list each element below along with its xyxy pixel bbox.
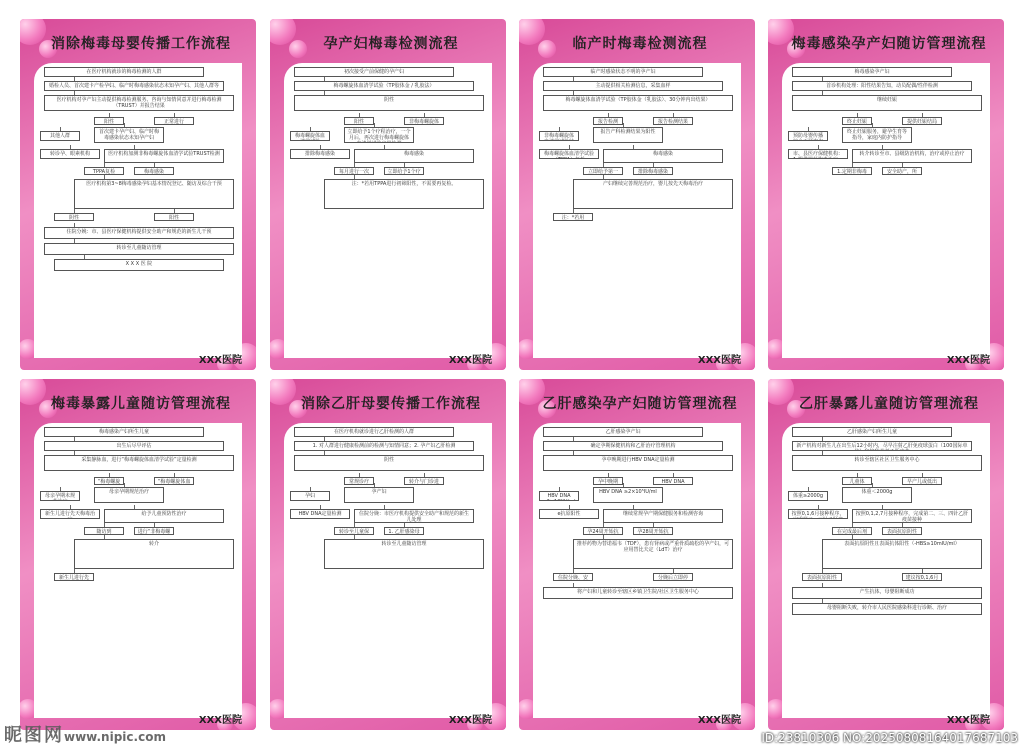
hospital-footer: XXX医院 xyxy=(946,355,990,366)
flow-box: 表面抗原阳性 xyxy=(802,573,842,581)
hospital-footer: XXX医院 xyxy=(448,355,492,366)
flow-box: 1. 对人群进行健康检测前的检测与知情同意；2. 孕产妇乙肝检测 xyxy=(294,441,474,451)
flow-box: 转介与门诊进 xyxy=(404,477,444,485)
flow-box: 住院分娩：市医疗机构提供安全助产和规范的新生儿处理 xyxy=(354,509,474,523)
flow-box: 梅毒螺旋体血 xyxy=(290,131,330,141)
flow-box: 报告检测结果 xyxy=(653,117,693,125)
hospital-footer: XXX医院 xyxy=(697,355,741,366)
hospital-footer: XXX医院 xyxy=(946,715,990,726)
flow-box: 梅毒螺旋体血清学试验 xyxy=(539,149,599,159)
flow-box: 孕中晚期 xyxy=(593,477,623,485)
flow-box: 在医疗机构就诊进行乙肝检测的人群 xyxy=(294,427,454,437)
flow-box: 阴性 xyxy=(294,455,484,471)
flow-box: 梅毒感染产妇所生儿童 xyxy=(44,427,204,437)
poster-8 xyxy=(768,379,1004,730)
flow-box: 立即给予1个疗 xyxy=(384,167,424,175)
flow-box: TPPA复检 xyxy=(84,167,124,175)
flow-box: 排除梅毒感染 xyxy=(633,167,673,175)
poster-title: 孕产妇梅毒检测流程 xyxy=(323,36,459,52)
flow-box: 预防母婴传播 xyxy=(788,131,828,141)
flow-box: 按照0,1,2,7月接种程序，完成第二、三、四针乙肝疫苗接种 xyxy=(852,509,972,523)
flow-box: 转诊至辖区社区卫生服务中心 xyxy=(792,455,982,471)
flow-box: X X X 医 院 xyxy=(54,259,224,271)
poster-1 xyxy=(20,19,256,370)
flow-box: 转诊至儿童随访管理 xyxy=(324,539,484,569)
flow-box: 转诊至儿童随访管理 xyxy=(44,243,234,255)
flow-box: 婚检人员、首次建卡产检孕妇、临产时梅毒感染状态未知孕产妇、其他人群等 xyxy=(44,81,224,91)
flow-box: 孕妇 xyxy=(290,491,330,501)
poster-title: 梅毒暴露儿童随访管理流程 xyxy=(51,396,231,412)
hospital-footer: XXX医院 xyxy=(448,715,492,726)
flow-box: 在完成最后剂 xyxy=(832,527,872,535)
flowchart-panel xyxy=(782,63,990,358)
watermark-id: ID:23810306 NO:20250808164017687103 xyxy=(761,731,1018,745)
poster-title: 临产时梅毒检测流程 xyxy=(572,36,708,52)
flow-box: 孕28周开始抗 xyxy=(633,527,673,535)
poster-5 xyxy=(20,379,256,730)
flow-box: 首次建卡孕产妇、临产时梅毒感染状态未知孕产妇 xyxy=(94,127,164,143)
flow-box: 非梅毒螺旋体 xyxy=(539,131,579,141)
flow-box: 将产妇和儿童转诊至辖区乡镇卫生院/社区卫生服务中心 xyxy=(543,587,733,599)
flow-box: 梅毒感染 xyxy=(354,149,474,163)
flow-box: HBV DNA xyxy=(653,477,693,485)
hospital-footer: XXX医院 xyxy=(198,715,242,726)
flow-box: 常规诊疗 xyxy=(344,477,374,485)
flow-box: 按照0,1,6月接种程序， xyxy=(788,509,848,519)
flow-box: 提供妊娠结局 xyxy=(902,117,942,125)
flow-box: 继续常规孕产期保健服务和检测咨询 xyxy=(603,509,723,523)
flow-box: 注：*若用 xyxy=(553,213,593,221)
flowchart-panel xyxy=(34,63,242,358)
flow-box: 早产儿或低出 xyxy=(902,477,942,485)
poster-3 xyxy=(519,19,755,370)
flow-box: 初次接受产前保健的孕产妇 xyxy=(294,67,454,77)
flow-box: 母亲孕期规范治疗 xyxy=(94,487,164,503)
flowchart-panel xyxy=(533,423,741,718)
flow-box: “梅毒螺旋体血 xyxy=(154,477,194,485)
flow-box: 确定孕期保健机构和乙肝治疗管理机构 xyxy=(543,441,723,451)
flow-box: 终止妊娠服务，避孕生育等指导，家庭内防护指导 xyxy=(842,127,912,143)
flow-box: 立即给予第一 xyxy=(583,167,623,175)
flow-box: 分娩后立即停 xyxy=(653,573,693,581)
flow-box: 安全助产，所 xyxy=(882,167,922,175)
flow-box: 转介转诊至市、县级防治机构，治疗或停止治疗 xyxy=(852,149,972,163)
flow-box: 每月进行一次 xyxy=(334,167,374,175)
flow-box: 转诊至儿童保 xyxy=(334,527,374,535)
watermark-logo: 昵图网www.nipic.com xyxy=(4,725,166,746)
flow-box: 建议按0,1,6月 xyxy=(902,573,942,581)
flow-box: 阴性 xyxy=(54,213,94,221)
flow-box: 孕24周开始抗 xyxy=(583,527,623,535)
flow-box: 在医疗机构就诊的梅毒检测的人群 xyxy=(44,67,204,77)
poster-title: 乙肝感染孕产妇随访管理流程 xyxy=(542,396,738,412)
poster-title: 梅毒感染孕产妇随访管理流程 xyxy=(791,36,987,52)
flow-box: 转介 xyxy=(74,539,234,569)
flow-box: 其他人群 xyxy=(40,131,80,141)
flow-box: 梅毒螺旋体血清学试验（TP胶体金 / 乳胶法） xyxy=(294,81,474,91)
poster-4 xyxy=(768,19,1004,370)
flow-box: 乙肝感染产妇所生儿童 xyxy=(792,427,952,437)
flow-box: 梅毒感染孕产妇 xyxy=(792,67,952,77)
flow-box: 主动提供相关检测信息，采集血样 xyxy=(543,81,723,91)
flow-box: 推荐药物为替诺福韦（TDF），患有肾病或严重骨质疏松的孕产妇，可应用替比夫定（LdT）治疗 xyxy=(573,539,733,569)
flow-box: 1. 乙肝感染母 xyxy=(384,527,424,535)
flow-box: 孕中晚期进行HBV DNA定量检测 xyxy=(543,455,733,471)
flow-box: 阳性 xyxy=(154,213,194,221)
flowchart-panel xyxy=(782,423,990,718)
flow-box: 报告产科检测结果为阳性 xyxy=(593,127,663,143)
flow-box: 新生儿进行先天梅毒治 xyxy=(40,509,100,519)
flow-box: 报告检测 xyxy=(593,117,623,125)
flow-box: 医疗机构加测非梅毒螺旋体血清学试验TRUST检测 xyxy=(104,149,224,163)
flow-box: 体重＜2000g xyxy=(842,487,912,503)
flow-box: 注：*若用TPPA进行初筛阳性，不需要再复检。 xyxy=(324,179,484,209)
flow-box: 表面抗原阴性且表面抗体阳性（-HBS≥10mIU/ml） xyxy=(822,539,982,569)
flow-box: 产妇继续完善规范治疗，婴儿按先天梅毒治疗 xyxy=(573,179,733,209)
flowchart-panel xyxy=(34,423,242,718)
flow-box: 终止妊娠 xyxy=(842,117,872,125)
flow-box: e抗原阳性 xyxy=(539,509,599,519)
flow-box: 阴性 xyxy=(294,95,484,111)
flowchart-panel xyxy=(533,63,741,358)
flow-box: 1.定期非梅毒 xyxy=(832,167,872,175)
flow-box: 出生后尽早评估 xyxy=(44,441,224,451)
flow-box: 乙肝感染孕产妇 xyxy=(543,427,703,437)
flow-box: HBV DNA xyxy=(539,491,579,501)
hospital-footer: XXX医院 xyxy=(697,715,741,726)
flow-box: 首诊机构处理：阳性结果告知，动员配偶/性伴检测 xyxy=(792,81,972,91)
poster-2 xyxy=(270,19,506,370)
flow-box: 临产时感染状态不明的孕产妇 xyxy=(543,67,703,77)
flow-box: 母亲孕期未规 xyxy=(40,491,80,501)
poster-7 xyxy=(519,379,755,730)
flow-box: 表面抗原阴性 xyxy=(882,527,922,535)
flow-box: HBV DNA ≥2×10⁵IU/ml xyxy=(593,487,663,503)
flowchart-panel xyxy=(284,63,492,358)
flow-box: 阳性 xyxy=(344,117,374,125)
flow-box: 进行“非梅毒螺 xyxy=(134,527,174,535)
poster-title: 乙肝暴露儿童随访管理流程 xyxy=(799,396,979,412)
flow-box: 采集静脉血，进行“梅毒螺旋体血清学试验”定量检测 xyxy=(44,455,234,471)
flow-box: 孕产妇 xyxy=(344,487,414,503)
flow-box: 梅毒螺旋体血清学试验（TP胶体金（乳胶法）、30分钟内出结果） xyxy=(543,95,733,111)
flow-box: 随访到 xyxy=(84,527,124,535)
flow-box: 新产机构对新生儿在出生后12小时内，尽早注射乙肝免疫球蛋白（100国际单 xyxy=(792,441,972,451)
flow-box: 立即给予1个疗程治疗，一个月后，再次进行梅毒螺旋体 xyxy=(344,127,414,143)
hospital-footer: XXX医院 xyxy=(198,355,242,366)
flowchart-panel xyxy=(284,423,492,718)
flow-box: 阳性 xyxy=(94,117,124,125)
flow-box: 新生儿进行先 xyxy=(54,573,94,581)
flow-box: 住院分娩：市、县医疗保健机构提供安全助产和规范的新生儿干预 xyxy=(44,227,234,239)
flow-box: 排除梅毒感染 xyxy=(290,149,350,159)
flow-box: 体重≥2000g xyxy=(788,491,828,501)
flow-box: 继续妊娠 xyxy=(792,95,982,111)
poster-title: 消除乙肝母婴传播工作流程 xyxy=(301,396,481,412)
flow-box: 转诊孕、眼素机构 xyxy=(40,149,100,159)
flow-box: 医疗机构第3~8梅毒感染孕妇基本情况登记、随访及综合干预 xyxy=(74,179,234,209)
flow-box: 梅毒感染 xyxy=(134,167,174,175)
poster-title: 消除梅毒母婴传播工作流程 xyxy=(51,36,231,52)
flow-box: 非梅毒螺旋体 xyxy=(404,117,444,125)
flow-box: 产生抗体，母婴阻断成功 xyxy=(792,587,982,599)
flow-box: 梅毒感染 xyxy=(603,149,723,163)
flow-box: 正常进行 xyxy=(154,117,194,125)
flow-box: HBV DNA定量检测 xyxy=(290,509,350,519)
flow-box: 给予儿童预防性治疗 xyxy=(104,509,224,523)
poster-6 xyxy=(270,379,506,730)
flow-box: 儿童体 xyxy=(842,477,872,485)
flow-box: 市、县医疗保健机构： xyxy=(788,149,848,159)
flow-box: 住院分娩、安 xyxy=(553,573,593,581)
flow-box: 医疗机构对孕产妇主动提供梅毒检测服务、咨询与知情同意并进行梅毒检测（TRUST）并报告结果 xyxy=(44,95,234,111)
flow-box: 母婴阻断失败，转介市人民医院感染科进行诊断、治疗 xyxy=(792,603,982,615)
flow-box: “梅毒螺旋 xyxy=(94,477,124,485)
